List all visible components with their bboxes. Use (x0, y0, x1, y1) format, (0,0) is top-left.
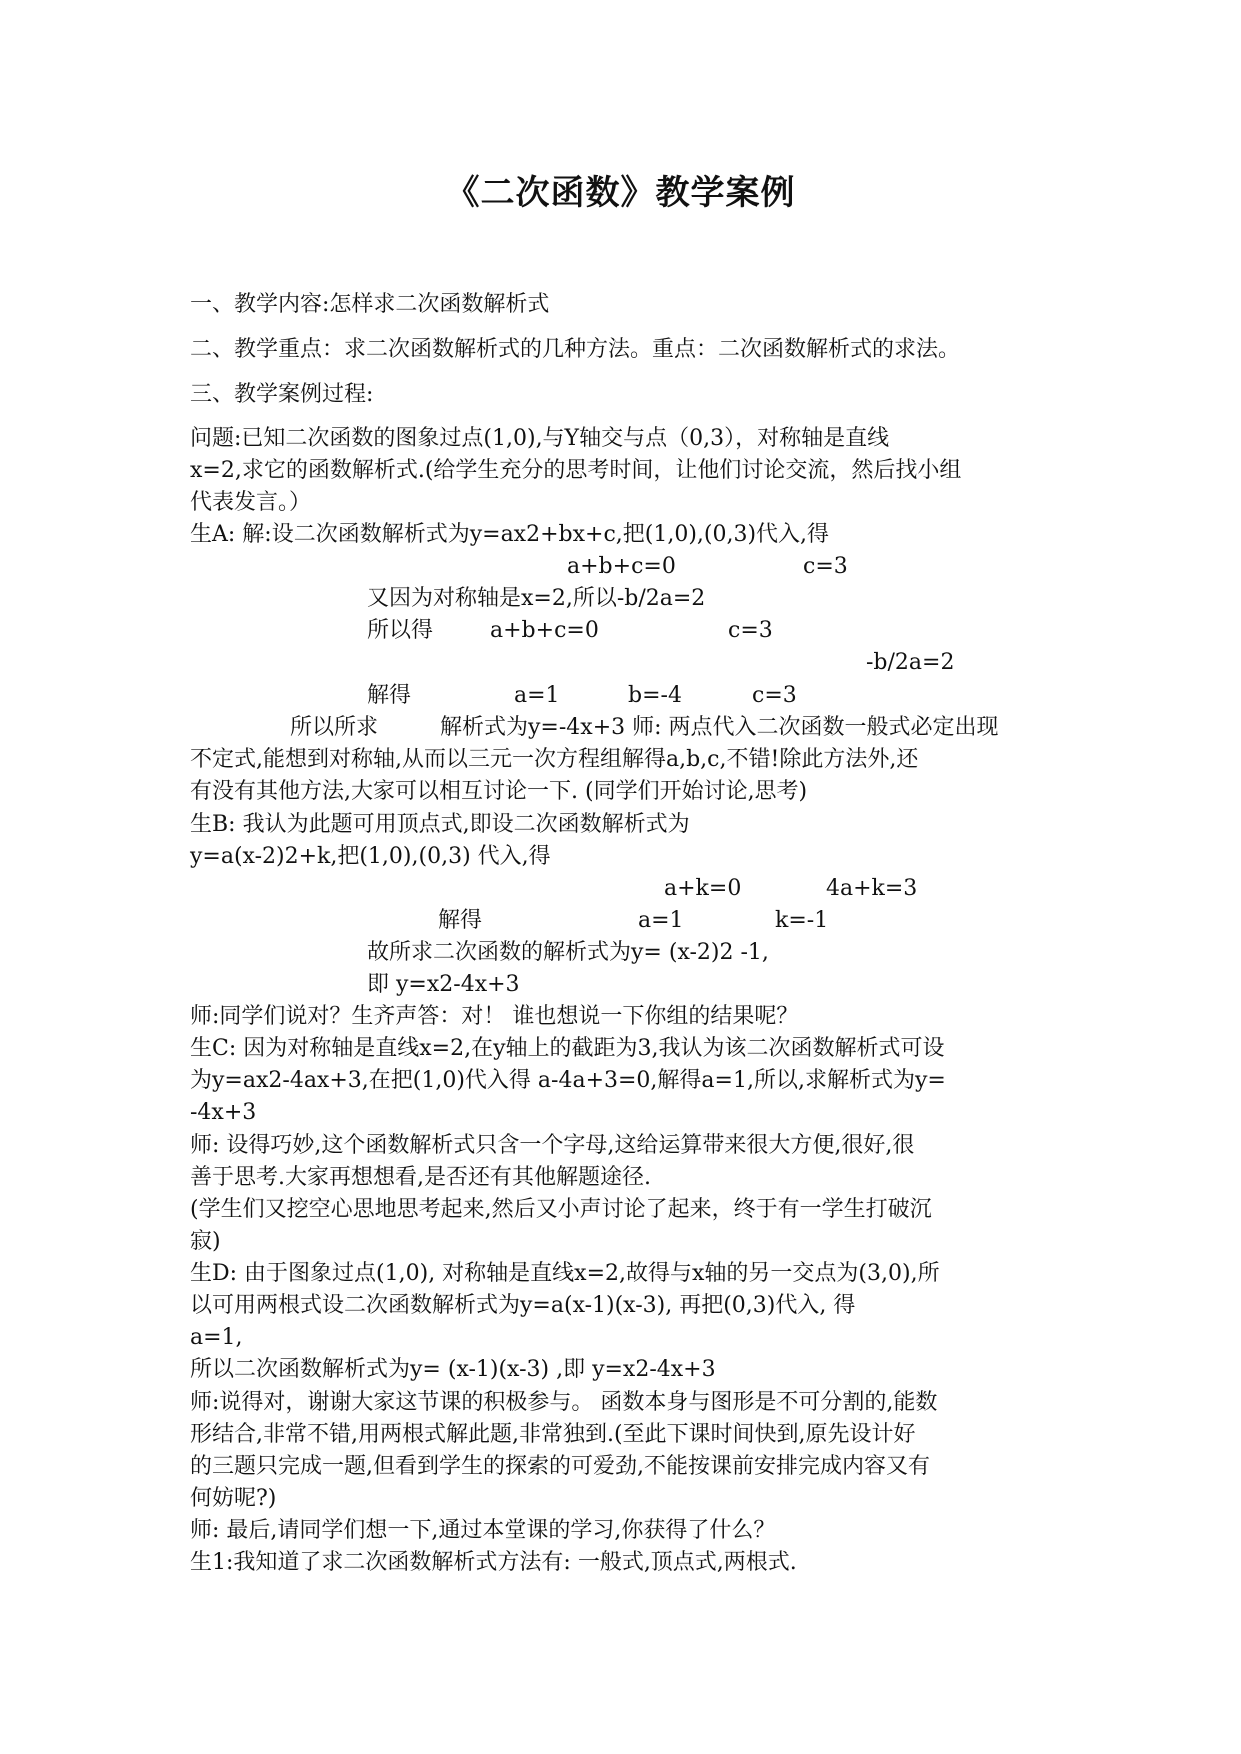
equation: a+b+c=0 (567, 554, 676, 579)
text-line: 解得 (367, 683, 412, 708)
text-line: 问题:已知二次函数的图象过点(1,0),与Y轴交与点（0,3），对称轴是直线 (190, 426, 890, 451)
text-line: (学生们又挖空心思地思考起来,然后又小声讨论了起来，终于有一学生打破沉 (190, 1197, 932, 1222)
text-line: 寂) (190, 1229, 221, 1254)
text-line: 即 y=x2-4x+3 (367, 972, 520, 997)
text-line: 师: 最后,请同学们想一下,通过本堂课的学习,你获得了什么？ (190, 1518, 776, 1543)
text-line: 的三题只完成一题,但看到学生的探索的可爱劲,不能按课前安排完成内容又有 (190, 1454, 930, 1479)
equation: a+k=0 (664, 876, 742, 901)
text-line: 所以得 (367, 618, 434, 643)
text-line: 何妨呢?) (190, 1486, 277, 1511)
text-line: 所以所求 (290, 715, 379, 740)
equation: a+b+c=0 (490, 618, 599, 643)
text-line: 解析式为y=-4x+3 师: 两点代入二次函数一般式必定出现 (440, 715, 999, 740)
text-line: 三、教学案例过程: (190, 382, 374, 407)
text-line: 又因为对称轴是x=2,所以-b/2a=2 (367, 586, 706, 611)
text-line: 有没有其他方法,大家可以相互讨论一下. (同学们开始讨论,思考) (190, 779, 808, 804)
text-line: y=a(x-2)2+k,把(1,0),(0,3) 代入,得 (190, 844, 551, 869)
text-line: 不定式,能想到对称轴,从而以三元一次方程组解得a,b,c,不错!除此方法外,还 (190, 747, 919, 772)
equation: c=3 (728, 618, 773, 643)
text-line: 以可用两根式设二次函数解析式为y=a(x-1)(x-3), 再把(0,3)代入, 得 (190, 1293, 856, 1318)
text-line: 解得 (438, 908, 483, 933)
text-line: 为y=ax2-4ax+3,在把(1,0)代入得 a-4a+3=0,解得a=1,所以,求解析式为y= (190, 1068, 946, 1093)
equation: -b/2a=2 (866, 650, 955, 675)
text-line: 生1:我知道了求二次函数解析式方法有: 一般式,顶点式,两根式. (190, 1550, 797, 1575)
text-line: 生C: 因为对称轴是直线x=2,在y轴上的截距为3,我认为该二次函数解析式可设 (190, 1036, 945, 1061)
equation: a=1 (638, 908, 684, 933)
text-line: 生D: 由于图象过点(1,0), 对称轴是直线x=2,故得与x轴的另一交点为(3,0),所 (190, 1261, 940, 1286)
text-line: 师:说得对，谢谢大家这节课的积极参与。 函数本身与图形是不可分割的,能数 (190, 1390, 938, 1415)
text-line: 代表发言。） (190, 490, 312, 515)
text-line: a=1, (190, 1325, 243, 1350)
equation: 4a+k=3 (826, 876, 918, 901)
text-line: 所以二次函数解析式为y= (x-1)(x-3) ,即 y=x2-4x+3 (190, 1357, 716, 1382)
text-line: 生B: 我认为此题可用顶点式,即设二次函数解析式为 (190, 812, 690, 837)
equation: k=-1 (775, 908, 829, 933)
text-line: 二、教学重点：求二次函数解析式的几种方法。重点：二次函数解析式的求法。 (190, 337, 961, 362)
equation: c=3 (803, 554, 848, 579)
text-line: 形结合,非常不错,用两根式解此题,非常独到.(至此下课时间快到,原先设计好 (190, 1422, 916, 1447)
text-line: 善于思考.大家再想想看,是否还有其他解题途径. (190, 1165, 651, 1190)
text-line: 师:同学们说对？生齐声答：对！ 谁也想说一下你组的结果呢？ (190, 1004, 799, 1029)
document-title: 《二次函数》教学案例 (445, 173, 796, 213)
text-line: 生A: 解:设二次函数解析式为y=ax2+bx+c,把(1,0),(0,3)代入,得 (190, 522, 830, 547)
text-line: 师: 设得巧妙,这个函数解析式只含一个字母,这给运算带来很大方便,很好,很 (190, 1133, 915, 1158)
equation: c=3 (752, 683, 797, 708)
text-line: 一、教学内容:怎样求二次函数解析式 (190, 292, 550, 317)
text-line: 故所求二次函数的解析式为y= (x-2)2 -1, (367, 940, 769, 965)
text-line: -4x+3 (190, 1100, 257, 1125)
equation: b=-4 (628, 683, 682, 708)
equation: a=1 (514, 683, 560, 708)
text-line: x=2,求它的函数解析式.(给学生充分的思考时间，让他们讨论交流，然后找小组 (190, 458, 962, 483)
